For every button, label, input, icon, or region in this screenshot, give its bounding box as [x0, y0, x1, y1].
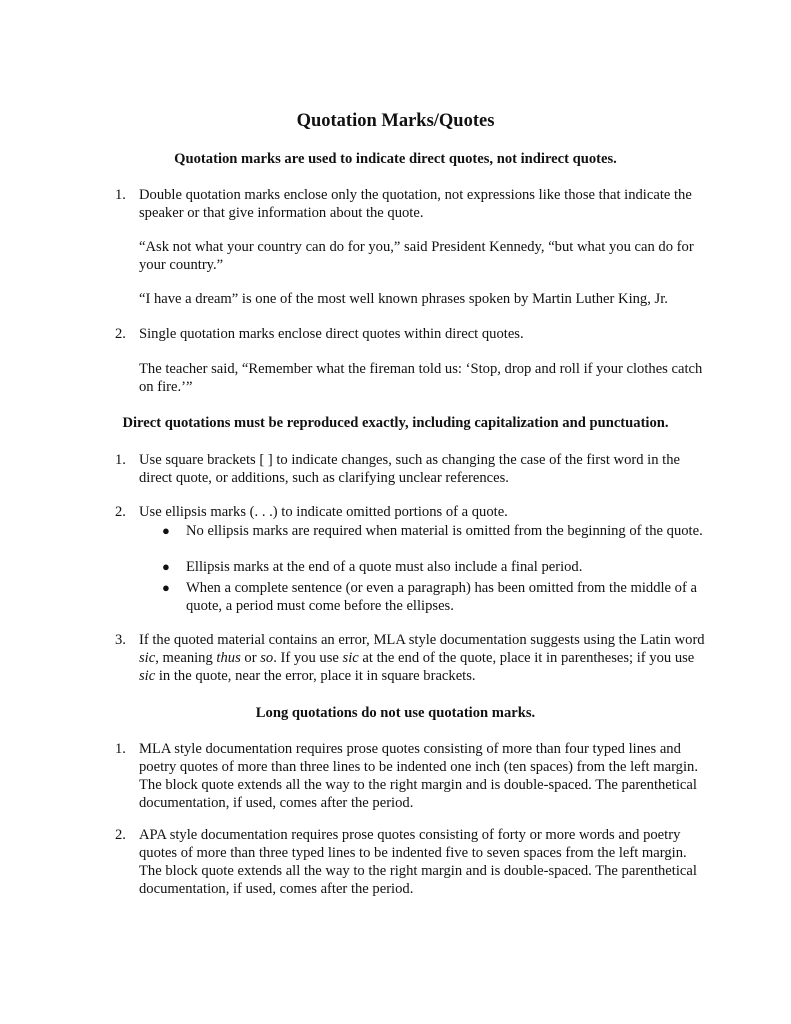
section-heading-direct-quotations: Direct quotations must be reproduced exactly, including capitalization and punctuation.	[122, 415, 669, 431]
list-number: 1.	[115, 187, 126, 203]
list-number: 2.	[115, 827, 126, 843]
bullet-item-text: No ellipsis marks are required when material is omitted from the beginning of the quote.	[186, 523, 703, 539]
italic-term: thus	[216, 650, 241, 666]
list-number: 1.	[115, 741, 126, 757]
list-item-text: Double quotation marks enclose only the quotation, not expressions like those that indicate the speaker or that give information about the quote.	[139, 187, 692, 221]
bullet-item-text: When a complete sentence (or even a paragraph) has been omitted from the middle of a quote, a period must come before the ellipses.	[186, 580, 697, 614]
page-title: Quotation Marks/Quotes	[296, 111, 495, 131]
list-number: 2.	[115, 326, 126, 342]
text-run: in the quote, near the error, place it in square brackets.	[155, 668, 476, 684]
list-item-text: APA style documentation requires prose quotes consisting of forty or more words and poetry quotes of more than three typed lines to be indented five to seven spaces from the left margin. The block quote extends all the way to the right margin and is double-spaced. The parenthetical documentation, if used, comes after the period.	[139, 827, 697, 897]
list-number: 1.	[115, 452, 126, 468]
italic-term: sic	[139, 668, 156, 684]
section-heading-quotation-marks: Quotation marks are used to indicate direct quotes, not indirect quotes.	[174, 151, 617, 167]
italic-term: sic	[342, 650, 359, 666]
italic-term: so	[260, 650, 274, 666]
example-quote: “Ask not what your country can do for you,” said President Kennedy, “but what you can do for your country.”	[139, 239, 694, 273]
list-item-text	[139, 631, 709, 685]
example-quote: The teacher said, “Remember what the fireman told us: ‘Stop, drop and roll if your clothes catch on fire.’”	[139, 361, 703, 395]
section-heading-long-quotations: Long quotations do not use quotation marks.	[255, 705, 536, 721]
italic-term: sic	[139, 650, 156, 666]
list-item-text: Single quotation marks enclose direct quotes within direct quotes.	[139, 326, 524, 342]
bullet-icon: ●	[162, 580, 170, 595]
bullet-icon: ●	[162, 559, 170, 574]
list-item-text: MLA style documentation requires prose quotes consisting of more than four typed lines and poetry quotes of more than three lines to be indented one inch (ten spaces) from the left margin. The block quote extends all the way to the right margin and is double-spaced. The parenthetical documentation, if used, comes after the period.	[139, 741, 698, 811]
bullet-item-text: Ellipsis marks at the end of a quote must also include a final period.	[186, 559, 583, 575]
text-run: . If you use	[273, 650, 343, 666]
bullet-icon: ●	[162, 523, 170, 538]
list-number: 3.	[115, 632, 126, 648]
text-run: or	[240, 650, 261, 666]
list-item-text: Use ellipsis marks (. . .) to indicate omitted portions of a quote.	[139, 504, 508, 520]
list-number: 2.	[115, 504, 126, 520]
text-run: at the end of the quote, place it in parentheses; if you use	[358, 650, 695, 666]
example-quote: “I have a dream” is one of the most well known phrases spoken by Martin Luther King, Jr.	[139, 291, 668, 307]
text-run: If the quoted material contains an error, MLA style documentation suggests using the Latin word	[139, 632, 705, 648]
list-item-text: Use square brackets [ ] to indicate changes, such as changing the case of the first word in the direct quote, or additions, such as clarifying unclear references.	[139, 452, 680, 486]
text-run: , meaning	[155, 650, 217, 666]
